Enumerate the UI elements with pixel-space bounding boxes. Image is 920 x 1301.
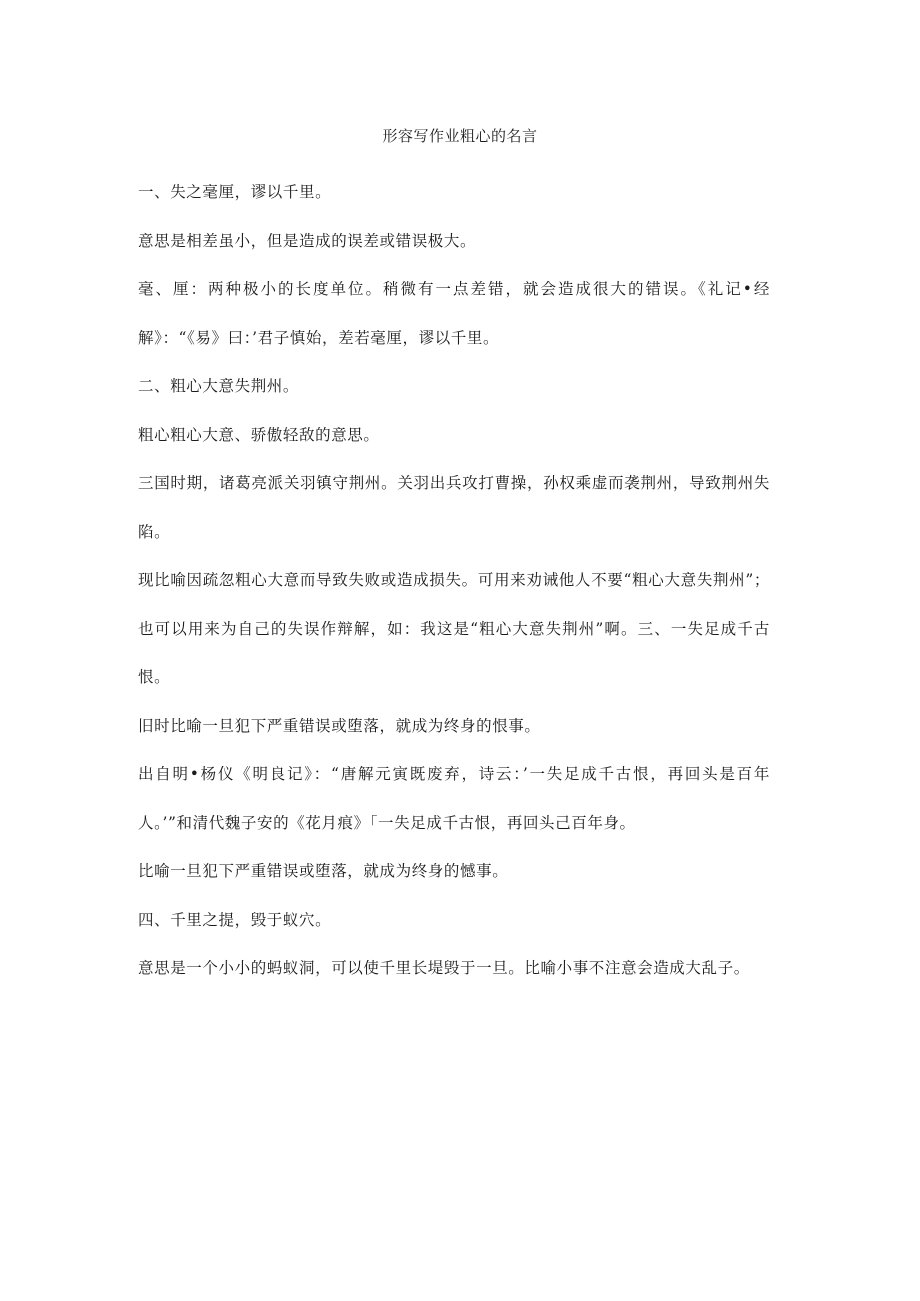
paragraph: 二、粗心大意失荆州。 (138, 377, 300, 395)
document-title: 形容写作业粗心的名言 (382, 127, 538, 145)
paragraph: 粗心粗心大意、骄傲轻敌的意思。 (138, 425, 380, 444)
paragraph: 毫、厘：两种极小的长度单位。稍微有一点差错，就会造成很大的错误。《礼记•经解》：“《易》曰：’君子慎始，差若毫厘，谬以千里。 (138, 280, 770, 347)
document-body (138, 168, 770, 993)
paragraph: 四、千里之提，毁于蚁穴。 (138, 910, 332, 929)
paragraph: 意思是相差虽小，但是造成的误差或错误极大。 (138, 231, 477, 250)
paragraph: 现比喻因疏忽粗心大意而导致失败或造成损失。可用来劝诫他人不要“粗心大意失荆州”；也可以用来为自己的失误作辩解，如：我这是“粗心大意失荆州”啊。三、一失足成千古恨。 (138, 571, 770, 686)
paragraph: 出自明•杨仪《明良记》：“唐解元寅既废弃，诗云：’一失足成千古恨，再回头是百年人。’”和清代魏子安的《花月痕》「一失足成千古恨，再回头己百年身。 (138, 765, 770, 832)
paragraph: 意思是一个小小的蚂蚁洞，可以使千里长堤毁于一旦。比喻小事不注意会造成大乱子。 (138, 959, 750, 977)
paragraph: 一、失之毫厘，谬以千里。 (138, 183, 332, 201)
paragraph: 比喻一旦犯下严重错误或堕落，就成为终身的憾事。 (138, 862, 509, 880)
paragraph: 三国时期，诸葛亮派关羽镇守荆州。关羽出兵攻打曹操，孙权乘虚而袭荆州，导致荆州失陷。 (138, 474, 770, 541)
paragraph: 旧时比喻一旦犯下严重错误或堕落，就成为终身的恨事。 (138, 716, 541, 735)
